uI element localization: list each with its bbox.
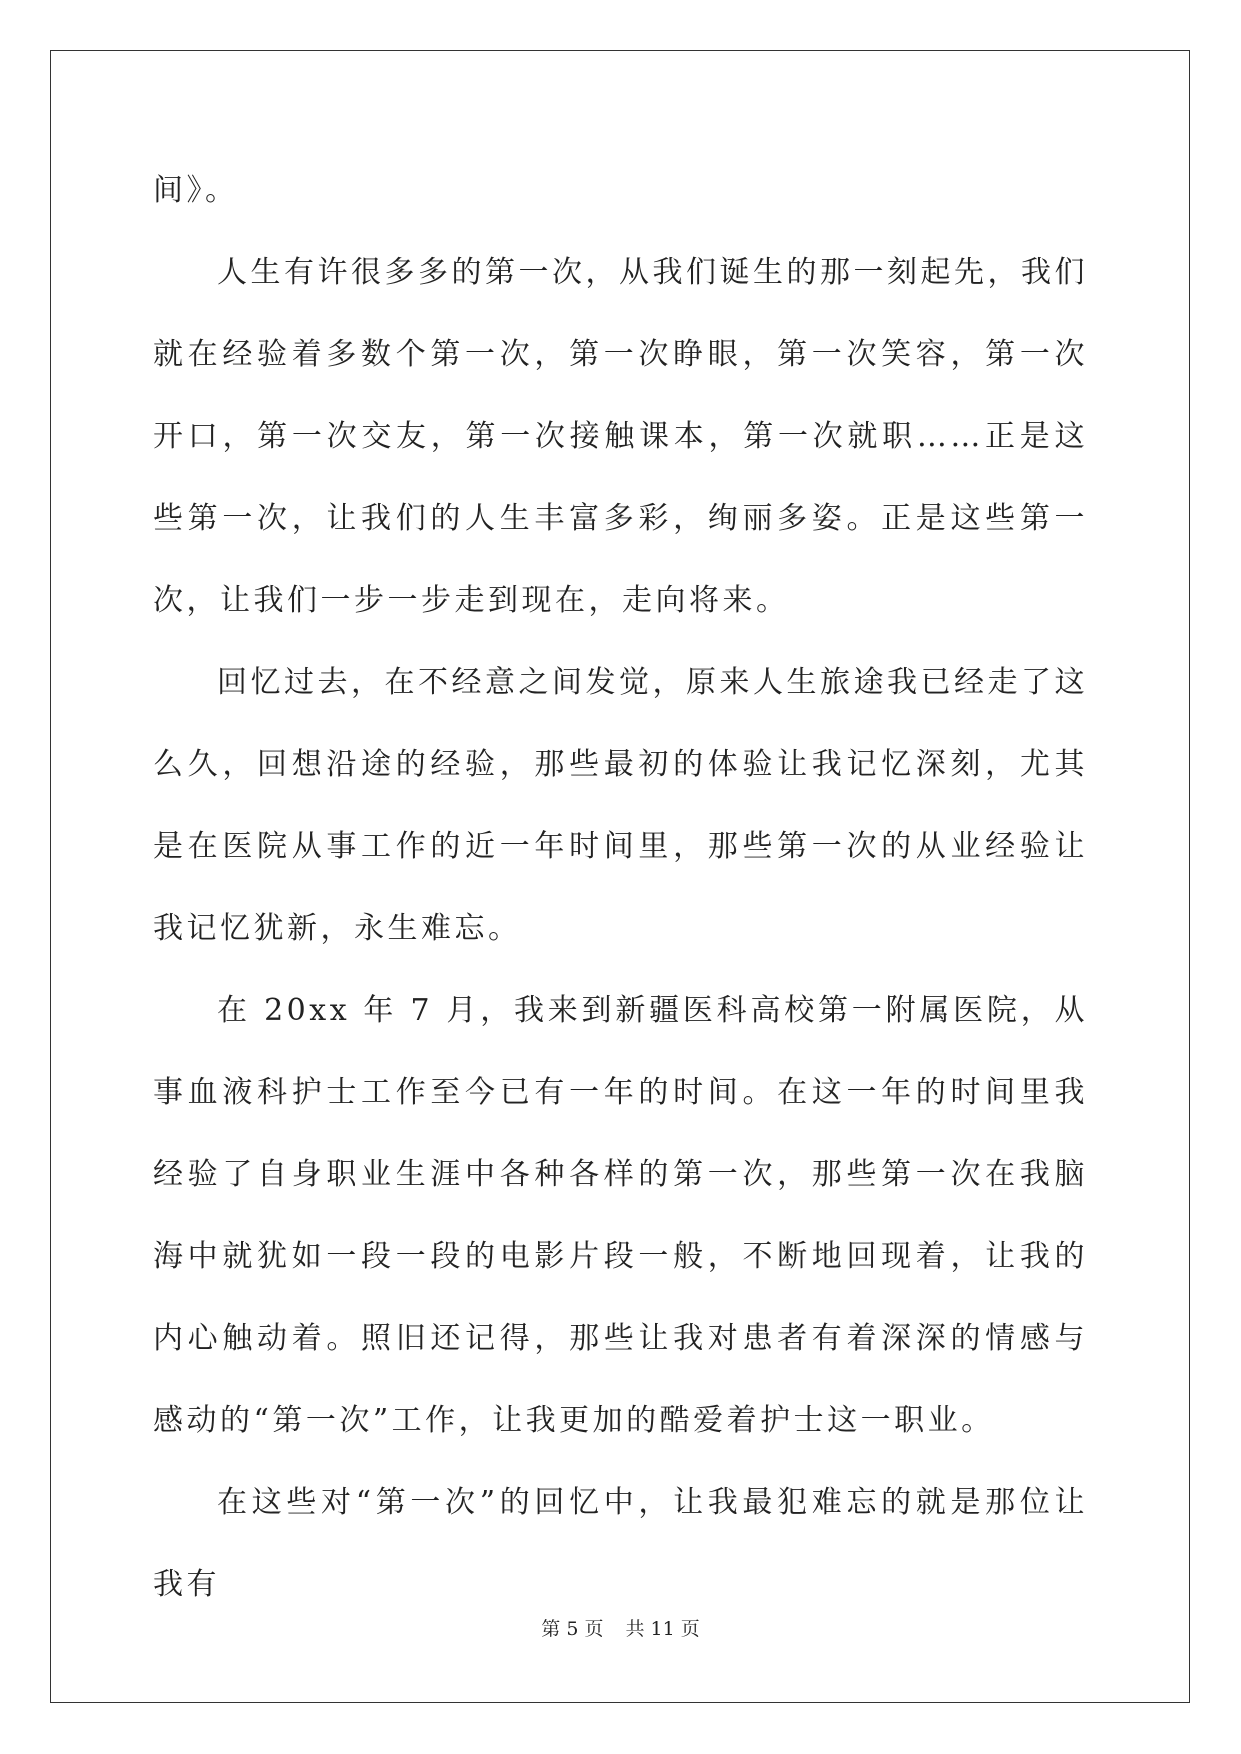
page-total: 共 11 页 [625,1618,700,1640]
paragraph-4: 在 20xx 年 7 月，我来到新疆医科高校第一附属医院，从事血液科护士工作至今已有一年的时间。在这一年的时间里我经验了自身职业生涯中各种各样的第一次，那些第一次在我脑海中就犹如一段一段的电影片段一般，不断地回现着，让我的内心触动着。照旧还记得，那些让我对患者有着深深的情感与感动的“第一次”工作，让我更加的酷爱着护士这一职业。 [153,993,1088,1438]
paragraph-3: 回忆过去，在不经意之间发觉，原来人生旅途我已经走了这么久，回想沿途的经验，那些最初的体验让我记忆深刻，尤其是在医院从事工作的近一年时间里，那些第一次的从业经验让我记忆犹新，永生难忘。 [153,665,1088,946]
paragraph-1: 间》。 [153,173,239,208]
page-footer [0,1614,1241,1641]
document-body [153,150,1088,1626]
paragraph-2: 人生有许很多多的第一次，从我们诞生的那一刻起先，我们就在经验着多数个第一次，第一次睁眼，第一次笑容，第一次开口，第一次交友，第一次接触课本，第一次就职……正是这些第一次，让我们的人生丰富多彩，绚丽多姿。正是这些第一次，让我们一步一步走到现在，走向将来。 [153,255,1088,618]
page-number: 第 5 页 [541,1618,604,1640]
paragraph-5: 在这些对“第一次”的回忆中，让我最犯难忘的就是那位让我有 [153,1485,1088,1602]
